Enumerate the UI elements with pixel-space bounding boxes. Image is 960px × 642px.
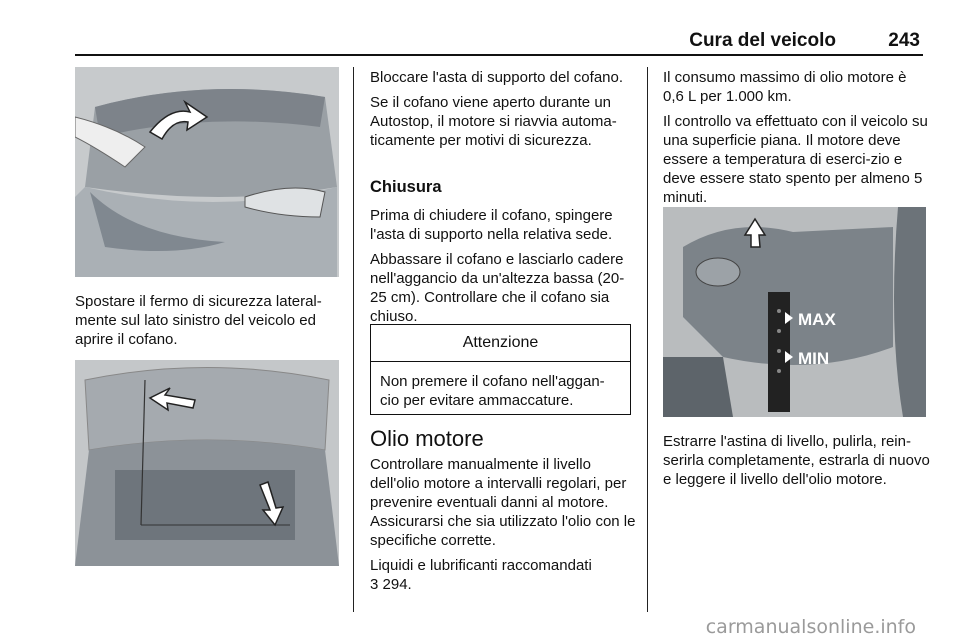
warning-text: Non premere il cofano nell'aggan-cio per evitare ammaccature. [380,373,605,409]
col3-text-block-1 [663,68,928,213]
fluids-reference-text: Liquidi e lubrificanti raccomandati [370,557,592,574]
para-check-conditions: Il controllo va effettuato con il veicolo su una superficie piana. Il motore deve essere a temperatura di eserci-zio e deve essere stato spento per almeno 5 minuti. [663,113,928,206]
dipstick-max-label: MAX [798,310,836,329]
hood-open-illustration [75,360,339,566]
col2-text-block-1 [370,68,635,156]
section-title: Cura del veicolo [689,30,836,51]
column-divider-2 [647,67,648,612]
para-push-rod: Prima di chiudere il cofano, spingere l'asta di supporto nella relativa sede. [370,207,613,243]
para-check-oil: Controllare manualmente il livello dell'olio motore a intervalli regolari, per prevenire eventuali danni al motore. Assicurarsi che sia utilizzato l'olio con le specifiche corrette. [370,456,636,549]
warning-box [370,324,631,415]
para-lower-hood: Abbassare il cofano e lasciarlo cadere nell'aggancio da un'altezza bassa (20-25 cm). Controllare che il cofano sia chiuso. [370,251,625,325]
para-oil-consumption: Il consumo massimo di olio motore è 0,6 L per 1.000 km. [663,69,907,105]
heading-chiusura: Chiusura [370,178,442,196]
dipstick-illustration [663,207,926,417]
hood-release-illustration [75,67,339,277]
heading-olio-motore: Olio motore [370,426,484,451]
header-rule [75,54,923,56]
para-autostop: Se il cofano viene aperto durante un Autostop, il motore si riavvia automa-ticamente per motivi di sicurezza. [370,94,617,149]
col2-text-block-2 [370,206,635,332]
caption-dipstick: Estrarre l'astina di livello, pulirla, rein-serirla completamente, estrarla di nuovo e leggere il livello dell'olio motore. [663,433,930,488]
warning-title: Attenzione [371,325,630,362]
caption-hood-release: Spostare il fermo di sicurezza lateral-mente sul lato sinistro del veicolo ed aprire il cofano. [75,293,322,348]
page-reference-link[interactable]: 3 294. [370,576,412,593]
col2-text-block-3 [370,455,638,594]
column-divider-1 [353,67,354,612]
page-number: 243 [888,30,920,51]
para-lock-support-rod: Bloccare l'asta di supporto del cofano. [370,69,624,86]
dipstick-min-label: MIN [798,349,830,368]
watermark: carmanualsonline.info [705,616,916,638]
para-fluids-reference [370,556,638,594]
